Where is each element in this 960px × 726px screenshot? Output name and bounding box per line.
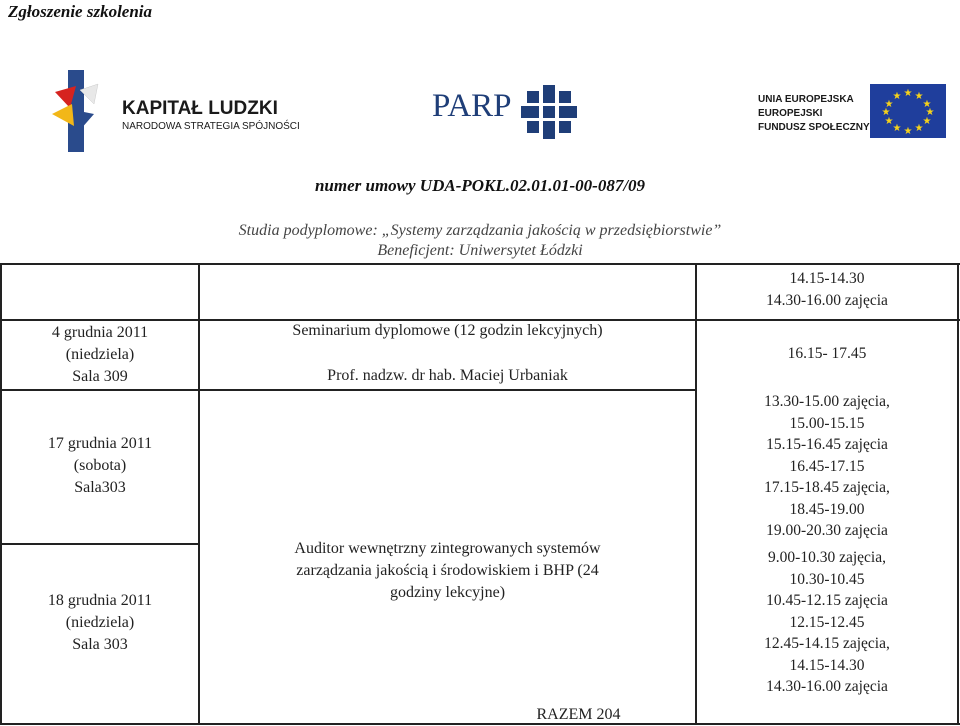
svg-text:★: ★ (884, 99, 894, 110)
eu-logo-text (758, 93, 870, 135)
times-cell-1 (697, 343, 957, 365)
date-cell-1-line-3: Sala 309 (72, 368, 128, 385)
date-cell-2-line-1: 17 grudnia 2011 (47, 435, 153, 452)
time-entry: 19.00-20.30 zajęcia (766, 522, 888, 539)
date-cell-3-line-2: (niedziela) (65, 614, 135, 631)
date-cell-3-line-3: Sala 303 (72, 636, 128, 653)
kapital-ludzki-title: KAPITAŁ LUDZKI (122, 98, 278, 119)
svg-text:★: ★ (922, 116, 932, 127)
time-entry: 16.15- 17.45 (787, 345, 867, 362)
header-time-1: 14.15-14.30 (789, 270, 865, 287)
svg-text:★: ★ (884, 116, 894, 127)
time-entry: 12.15-12.45 (789, 613, 865, 631)
svg-text:★: ★ (914, 91, 924, 102)
row-divider-2 (0, 389, 697, 391)
date-cell-2-line-3: Sala303 (74, 479, 126, 496)
course-2-line-2: zarządzania jakością i środowiskiem i BHP (24 (296, 562, 599, 579)
time-entry: 12.45-14.15 zajęcia, (764, 635, 890, 652)
page-title: Zgłoszenie szkolenia (8, 2, 153, 21)
kapital-ludzki-subtitle: NARODOWA STRATEGIA SPÓJNOŚCI (122, 121, 300, 132)
header-times (697, 268, 957, 311)
time-entry: 17.15-18.45 zajęcia, (764, 479, 890, 496)
date-cell-1 (2, 322, 198, 388)
contract-number: numer umowy UDA-POKL.02.01.01-00-087/09 (314, 176, 646, 195)
eu-line-2: EUROPEJSKI (758, 108, 823, 119)
table-right-border (957, 263, 959, 725)
eu-line-1: UNIA EUROPEJSKA (758, 94, 854, 105)
header-time-2: 14.30-16.00 zajęcia (766, 291, 888, 309)
time-entry: 15.15-16.45 zajęcia (766, 436, 888, 453)
kapital-ludzki-logo (50, 70, 120, 152)
time-entry: 15.00-15.15 (789, 414, 865, 432)
times-cell-2 (697, 391, 957, 542)
total-hours: RAZEM 204 (536, 706, 621, 723)
course-1-teacher: Prof. nadzw. dr hab. Maciej Urbaniak (327, 367, 568, 384)
eu-line-3: FUNDUSZ SPOŁECZNY (758, 122, 870, 133)
times-cell-3 (697, 547, 957, 698)
course-2-line-3: godziny lekcyjne) (389, 584, 506, 601)
eu-flag-icon (870, 84, 946, 138)
time-entry: 10.30-10.45 (789, 570, 865, 588)
time-entry: 16.45-17.15 (789, 457, 865, 475)
svg-text:★: ★ (925, 107, 935, 118)
date-cell-3-line-1: 18 grudnia 2011 (47, 592, 153, 609)
svg-text:★: ★ (892, 123, 902, 134)
svg-text:★: ★ (914, 123, 924, 134)
table-bottom-border (0, 723, 960, 725)
parp-logo-text: PARP (432, 88, 512, 124)
svg-text:★: ★ (922, 99, 932, 110)
parp-emblem-icon (521, 85, 577, 139)
date-cell-1-line-2: (niedziela) (65, 346, 135, 363)
row-divider-3 (0, 543, 200, 545)
date-cell-2 (2, 433, 198, 499)
date-cell-1-line-1: 4 grudnia 2011 (51, 324, 149, 341)
beneficiary: Beneficjent: Uniwersytet Łódzki (377, 242, 583, 259)
study-title: Studia podyplomowe: „Systemy zarządzania jakością w przedsiębiorstwie” (238, 222, 722, 239)
time-entry: 14.15-14.30 (789, 656, 865, 674)
time-entry: 13.30-15.00 zajęcia, (764, 393, 890, 410)
table-top-border (0, 263, 960, 265)
course-1-title: Seminarium dyplomowe (12 godzin lekcyjnych) (292, 322, 603, 339)
time-entry: 10.45-12.15 zajęcia (766, 592, 888, 609)
date-cell-3 (2, 590, 198, 656)
course-2-description (200, 538, 695, 604)
svg-text:★: ★ (903, 88, 913, 99)
logos-bar (0, 60, 960, 160)
date-cell-2-line-2: (sobota) (73, 457, 127, 474)
svg-text:★: ★ (892, 91, 902, 102)
time-entry: 14.30-16.00 zajęcia (766, 678, 888, 695)
svg-text:★: ★ (881, 107, 891, 118)
time-entry: 9.00-10.30 zajęcia, (768, 549, 886, 566)
time-entry: 18.45-19.00 (789, 500, 865, 518)
svg-text:★: ★ (903, 126, 913, 137)
course-2-line-1: Auditor wewnętrzny zintegrowanych systemów (294, 540, 601, 557)
